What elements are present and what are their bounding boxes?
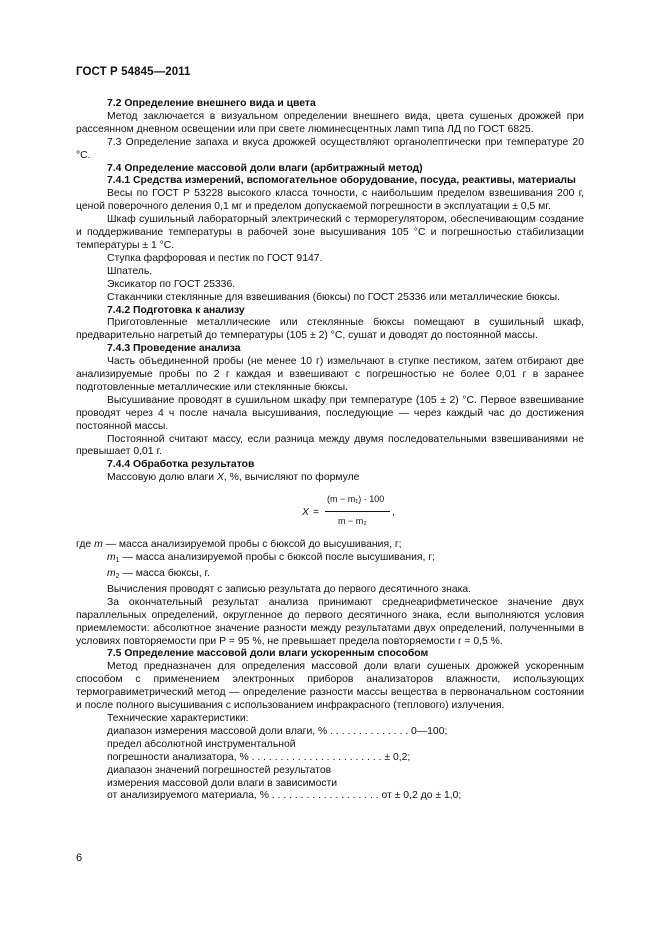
document-header: ГОСТ Р 54845—2011 xyxy=(76,66,191,78)
formula-fraction-bar xyxy=(325,511,390,512)
section-7-2-title: 7.2 Определение внешнего вида и цвета xyxy=(107,98,316,109)
spec-range: диапазон измерения массовой доли влаги, % . . . . . . . . . . . . . . 0—100; xyxy=(107,725,448,737)
spec-error-line-2: измерения массовой доли влаги в зависимости xyxy=(107,777,338,789)
spec-error-line-1: диапазон значений погрешностей результатов xyxy=(107,764,332,776)
section-7-4-1-title: 7.4.1 Средства измерений, вспомогательное оборудование, посуда, реактивы, материалы xyxy=(107,175,576,187)
section-7-4-1-paragraph-5: Эксикатор по ГОСТ 25336. xyxy=(107,278,236,290)
section-7-4-1-paragraph-6: Стаканчики стеклянные для взвешивания (бюксы) по ГОСТ 25336 или металлические бюксы. xyxy=(107,291,560,303)
formula-lhs: X xyxy=(302,507,309,519)
section-7-4-1-paragraph-3: Ступка фарфоровая и пестик по ГОСТ 9147. xyxy=(107,252,323,264)
section-7-4-3-paragraph-3: Постоянной считают массу, если разница между двумя последовательными взвешиваниями не превышает 0,01 г. xyxy=(76,433,584,458)
section-7-4-2-paragraph: Приготовленные металлические или стеклянные бюксы помещают в сушильный шкаф, предварительно нагретый до температуры (105 ± 2) °С, сушат и доводят до постоянной массы. xyxy=(76,317,584,342)
spec-error-line-3: от анализируемого материала, % . . . . . . . . . . . . . . . . . . . от ± 0,2 до ± 1,0; xyxy=(107,790,462,802)
section-7-5-paragraph: Метод предназначен для определения массовой доли влаги сушеных дрожжей ускоренным способом с применением электронных приборов анализаторов влажности, использующих термогравиметрический метод — определение разности массы вещества в первоначальном состоянии и после полного высушивания с использованием инфракрасного (теплового) излучения. xyxy=(76,661,584,712)
formula-comma: , xyxy=(392,507,395,519)
spec-limit-line-1: предел абсолютной инструментальной xyxy=(107,738,296,750)
section-7-4-1-paragraph-2: Шкаф сушильный лабораторный электрический с терморегулятором, обеспечивающим создание и поддерживание температуры в рабочей зоне высушивания 105 °С и погрешностью стабилизации температуры ± 1 °С. xyxy=(76,214,584,251)
document-body xyxy=(76,98,584,803)
page-number: 6 xyxy=(76,852,83,864)
section-7-4-title: 7.4 Определение массовой доли влаги (арбитражный метод) xyxy=(107,162,423,174)
section-7-5-title: 7.5 Определение массовой доли влаги ускоренным способом xyxy=(107,648,429,660)
final-result-paragraph: За окончательный результат анализа принимают среднеарифметическое значение двух параллельных определений, округленное до первого десятичного знака, если выполняются условия приемлемости: абсолютное значение разности между результатами двух определений, полученными в условиях повторяемости при Р = 95 %, не превышает предела повторяемости r = 0,5 %. xyxy=(76,596,584,647)
calculation-note: Вычисления проводят с записью результата до первого десятичного знака. xyxy=(107,583,472,595)
legend-m: где m — масса анализируемой пробы с бюксой до высушивания, г; xyxy=(76,539,402,551)
section-7-3-paragraph: 7.3 Определение запаха и вкуса дрожжей осуществляют органолептически при температуре 20 °С. xyxy=(76,136,584,161)
formula-denominator: m − m₂ xyxy=(338,516,367,527)
section-7-4-4-title: 7.4.4 Обработка результатов xyxy=(107,459,255,471)
section-7-4-1-paragraph-1: Весы по ГОСТ Р 53228 высокого класса точности, с наибольшим пределом взвешивания 200 г, ценой поверочного деления 0,1 мг и пределом допускаемой погрешности в эксплуатации ± 0,5 мг. xyxy=(76,188,584,213)
moisture-formula xyxy=(76,491,584,539)
legend-m1: $m_1$ — масса анализируемой пробы с бюксой после высушивания, г; xyxy=(107,552,435,565)
section-7-4-1-paragraph-4: Шпатель. xyxy=(107,265,153,277)
section-7-4-4-intro: Массовую долю влаги X, %, вычисляют по формуле xyxy=(107,472,360,484)
section-7-4-3-paragraph-2: Высушивание проводят в сушильном шкафу при температуре (105 ± 2) °С. Первое взвешивание проводят через 4 ч после начала высушивания, последующие — через каждый час до достижения постоянной массы. xyxy=(76,394,584,432)
formula-equals: = xyxy=(313,507,320,519)
spec-limit-line-2: погрешности анализатора, % . . . . . . . . . . . . . . . . . . . . . . . ± 0,2; xyxy=(107,751,411,763)
section-7-4-2-title: 7.4.2 Подготовка к анализу xyxy=(107,304,245,316)
variable-x: X xyxy=(216,472,224,484)
specs-title: Технические характеристики: xyxy=(107,712,249,724)
section-7-2-paragraph: Метод заключается в визуальном определении внешнего вида, цвета сушеных дрожжей при рассеянном дневном освещении или при свете люминесцентных ламп типа ЛД по ГОСТ 6825. xyxy=(76,110,584,135)
section-7-4-3-title: 7.4.3 Проведение анализа xyxy=(107,343,241,355)
section-7-4-3-paragraph-1: Часть объединенной пробы (не менее 10 г) измельчают в ступке пестиком, затем отбирают две анализируемые пробы по 2 г каждая и взвешивают с погрешностью не более 0,01 г в заранее подготовленные металлические или стеклянные бюксы. xyxy=(76,356,584,393)
formula-numerator: (m − m₁) · 100 xyxy=(327,494,385,505)
legend-m2: $m_2$ — масса бюксы, г. xyxy=(107,568,210,580)
